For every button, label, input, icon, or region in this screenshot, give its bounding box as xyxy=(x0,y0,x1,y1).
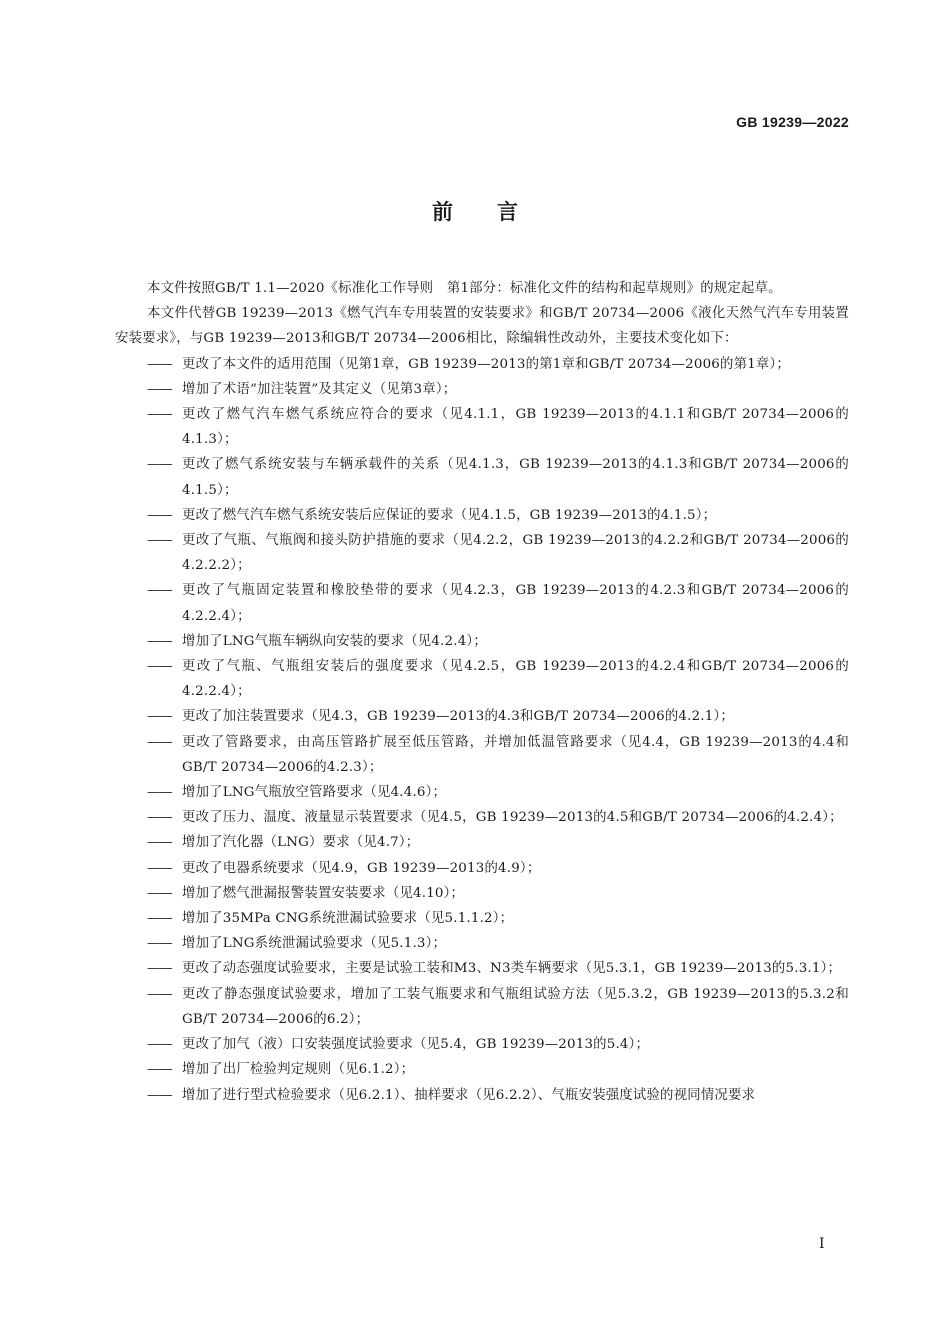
document-body xyxy=(115,276,849,1108)
change-item xyxy=(115,352,849,377)
change-text: 增加了术语“加注装置”及其定义（见第3章）； xyxy=(182,381,457,397)
change-item xyxy=(115,1032,849,1057)
change-text: 更改了管路要求，由高压管路扩展至低压管路，并增加低温管路要求（见4.4，GB 19239—2013的4.4和GB/T 20734—2006的4.2.3）； xyxy=(182,734,849,775)
change-text: 更改了本文件的适用范围（见第1章，GB 19239—2013的第1章和GB/T 20734—2006的第1章）； xyxy=(182,356,790,372)
change-text: 更改了燃气汽车燃气系统安装后应保证的要求（见4.1.5，GB 19239—2013的4.1.5）； xyxy=(182,507,717,523)
change-item xyxy=(115,528,849,578)
change-item xyxy=(115,654,849,704)
change-item xyxy=(115,402,849,452)
dash-marker: —— xyxy=(147,583,172,599)
intro-paragraph: 本文件代替GB 19239—2013《燃气汽车专用装置的安装要求》和GB/T 20734—2006《液化天然气汽车专用装置安装要求》，与GB 19239—2013和GB/T 20734—2006相比，除编辑性改动外，主要技术变化如下： xyxy=(115,306,849,347)
dash-marker: —— xyxy=(147,961,172,977)
change-item xyxy=(115,856,849,881)
change-text: 增加了LNG气瓶放空管路要求（见4.4.6）； xyxy=(182,785,447,801)
dash-marker: —— xyxy=(147,860,172,876)
dash-marker: —— xyxy=(147,1062,172,1078)
change-item xyxy=(115,377,849,402)
dash-marker: —— xyxy=(147,835,172,851)
dash-marker: —— xyxy=(147,381,172,397)
dash-marker: —— xyxy=(147,507,172,523)
change-text: 增加了35MPa CNG系统泄漏试验要求（见5.1.1.2）； xyxy=(182,911,514,927)
dash-marker: —— xyxy=(147,1087,172,1103)
change-item xyxy=(115,982,849,1032)
dash-marker: —— xyxy=(147,709,172,725)
dash-marker: —— xyxy=(147,986,172,1002)
change-text: 更改了气瓶固定装置和橡胶垫带的要求（见4.2.3，GB 19239—2013的4.2.3和GB/T 20734—2006的4.2.2.4）； xyxy=(182,583,849,624)
dash-marker: —— xyxy=(147,1037,172,1053)
change-text: 更改了加注装置要求（见4.3，GB 19239—2013的4.3和GB/T 20734—2006的4.2.1）； xyxy=(182,709,734,725)
dash-marker: —— xyxy=(147,734,172,750)
dash-marker: —— xyxy=(147,533,172,549)
change-item xyxy=(115,830,849,855)
dash-marker: —— xyxy=(147,911,172,927)
change-text: 更改了静态强度试验要求，增加了工装气瓶要求和气瓶组试验方法（见5.3.2，GB 19239—2013的5.3.2和GB/T 20734—2006的6.2）； xyxy=(182,986,849,1027)
change-text: 更改了燃气汽车燃气系统应符合的要求（见4.1.1，GB 19239—2013的4.1.1和GB/T 20734—2006的4.1.3）； xyxy=(182,407,849,448)
change-item xyxy=(115,780,849,805)
change-text: 更改了气瓶、气瓶组安装后的强度要求（见4.2.5，GB 19239—2013的4.2.4和GB/T 20734—2006的4.2.2.4）； xyxy=(182,659,849,700)
dash-marker: —— xyxy=(147,885,172,901)
change-item xyxy=(115,452,849,502)
page-title: 前言 xyxy=(432,200,562,224)
dash-marker: —— xyxy=(147,633,172,649)
change-item xyxy=(115,1057,849,1082)
change-text: 更改了压力、温度、液量显示装置要求（见4.5，GB 19239—2013的4.5和GB/T 20734—2006的4.2.4）； xyxy=(182,810,843,826)
change-item xyxy=(115,503,849,528)
change-item xyxy=(115,956,849,981)
change-item xyxy=(115,578,849,628)
change-text: 更改了动态强度试验要求，主要是试验工装和M3、N3类车辆要求（见5.3.1，GB 19239—2013的5.3.1）； xyxy=(182,961,842,977)
change-text: 更改了电器系统要求（见4.9，GB 19239—2013的4.9）； xyxy=(182,860,541,876)
change-text: 增加了汽化器（LNG）要求（见4.7）； xyxy=(182,835,420,851)
change-item xyxy=(115,1083,849,1108)
change-item xyxy=(115,805,849,830)
page-number: I xyxy=(819,1236,825,1252)
change-item xyxy=(115,881,849,906)
change-item xyxy=(115,906,849,931)
change-text: 增加了LNG系统泄漏试验要求（见5.1.3）； xyxy=(182,936,447,952)
change-text: 增加了进行型式检验要求（见6.2.1）、抽样要求（见6.2.2）、气瓶安装强度试验的视同情况要求 xyxy=(182,1087,756,1103)
change-text: 更改了加气（液）口安装强度试验要求（见5.4，GB 19239—2013的5.4）； xyxy=(182,1037,650,1053)
dash-marker: —— xyxy=(147,936,172,952)
dash-marker: —— xyxy=(147,810,172,826)
change-text: 更改了气瓶、气瓶阀和接头防护措施的要求（见4.2.2，GB 19239—2013的4.2.2和GB/T 20734—2006的4.2.2.2）； xyxy=(182,533,849,574)
dash-marker: —— xyxy=(147,785,172,801)
dash-marker: —— xyxy=(147,457,172,473)
change-item xyxy=(115,931,849,956)
change-item xyxy=(115,629,849,654)
intro-paragraph: 本文件按照GB/T 1.1—2020《标准化工作导则 第1部分：标准化文件的结构和起草规则》的规定起草。 xyxy=(147,281,782,296)
change-text: 增加了燃气泄漏报警装置安装要求（见4.10）； xyxy=(182,885,465,901)
change-text: 增加了出厂检验判定规则（见6.1.2）； xyxy=(182,1062,415,1078)
change-text: 增加了LNG气瓶车辆纵向安装的要求（见4.2.4）； xyxy=(182,633,487,649)
change-list xyxy=(115,352,849,1108)
standard-number: GB 19239—2022 xyxy=(736,114,849,130)
dash-marker: —— xyxy=(147,356,172,372)
dash-marker: —— xyxy=(147,659,172,675)
dash-marker: —— xyxy=(147,407,172,423)
change-item xyxy=(115,704,849,729)
change-item xyxy=(115,730,849,780)
change-text: 更改了燃气系统安装与车辆承载件的关系（见4.1.3，GB 19239—2013的4.1.3和GB/T 20734—2006的4.1.5）； xyxy=(182,457,849,498)
